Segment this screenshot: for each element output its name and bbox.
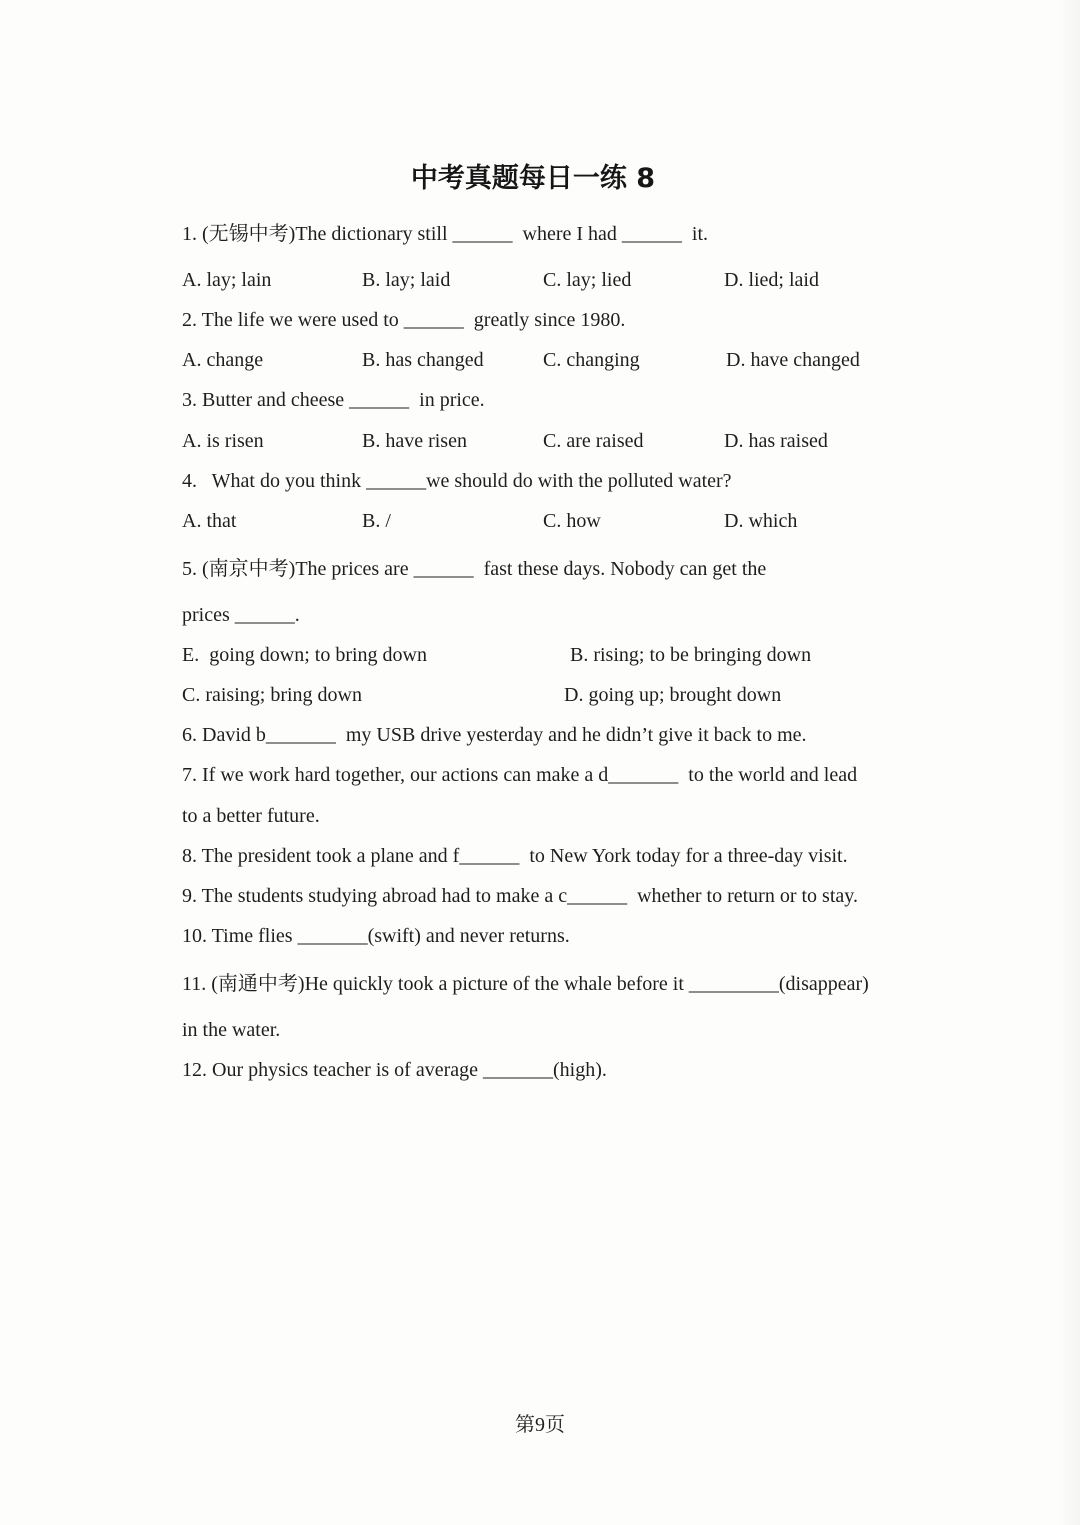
question-4-option-c: C. how	[543, 510, 601, 532]
question-5-option-c: C. raising; bring down	[182, 684, 362, 706]
question-11-stem-line-1: 11. (南通中考)He quickly took a picture of the whale before it _________(disappear)	[182, 973, 869, 995]
question-5-option-b: B. rising; to be bringing down	[570, 644, 812, 666]
question-3-option-a: A. is risen	[182, 430, 264, 452]
question-8-stem: 8. The president took a plane and f______ to New York today for a three-day visit.	[182, 845, 848, 867]
question-1-option-b: B. lay; laid	[362, 269, 451, 291]
question-1-stem: 1. (无锡中考)The dictionary still ______ where I had ______ it.	[182, 223, 709, 245]
question-11-stem-line-2: in the water.	[182, 1019, 281, 1041]
question-5-stem-line-2: prices ______.	[182, 604, 300, 626]
question-2-option-b: B. has changed	[362, 349, 484, 371]
question-12-stem: 12. Our physics teacher is of average _______(high).	[182, 1059, 607, 1081]
question-3-stem: 3. Butter and cheese ______ in price.	[182, 389, 485, 411]
question-6-stem: 6. David b_______ my USB drive yesterday and he didn’t give it back to me.	[182, 724, 807, 746]
question-5-stem-line-1: 5. (南京中考)The prices are ______ fast these days. Nobody can get the	[182, 558, 767, 580]
question-10-stem: 10. Time flies _______(swift) and never returns.	[182, 925, 570, 947]
question-4-option-a: A. that	[182, 510, 237, 532]
question-4-option-d: D. which	[724, 510, 798, 532]
question-3-option-c: C. are raised	[543, 430, 644, 452]
question-4-option-b: B. /	[362, 510, 391, 532]
page-number: 第9页	[515, 1414, 565, 1436]
page-title: 中考真题每日一练 8	[410, 163, 656, 194]
question-7-stem-line-2: to a better future.	[182, 805, 320, 827]
question-2-option-a: A. change	[182, 349, 264, 371]
question-1-option-a: A. lay; lain	[182, 269, 272, 291]
question-5-option-e: E. going down; to bring down	[182, 644, 427, 666]
question-2-option-d: D. have changed	[726, 349, 860, 371]
question-3-option-d: D. has raised	[724, 430, 828, 452]
question-1-option-d: D. lied; laid	[724, 269, 819, 291]
scan-edge-shadow	[1058, 0, 1080, 1525]
question-2-option-c: C. changing	[543, 349, 640, 371]
question-3-option-b: B. have risen	[362, 430, 467, 452]
question-4-stem: 4. What do you think ______we should do with the polluted water?	[182, 470, 732, 492]
question-9-stem: 9. The students studying abroad had to make a c______ whether to return or to stay.	[182, 885, 858, 907]
question-1-option-c: C. lay; lied	[543, 269, 632, 291]
question-7-stem-line-1: 7. If we work hard together, our actions can make a d_______ to the world and lead	[182, 764, 858, 786]
question-2-stem: 2. The life we were used to ______ greatly since 1980.	[182, 309, 626, 331]
question-5-option-d: D. going up; brought down	[564, 684, 782, 706]
